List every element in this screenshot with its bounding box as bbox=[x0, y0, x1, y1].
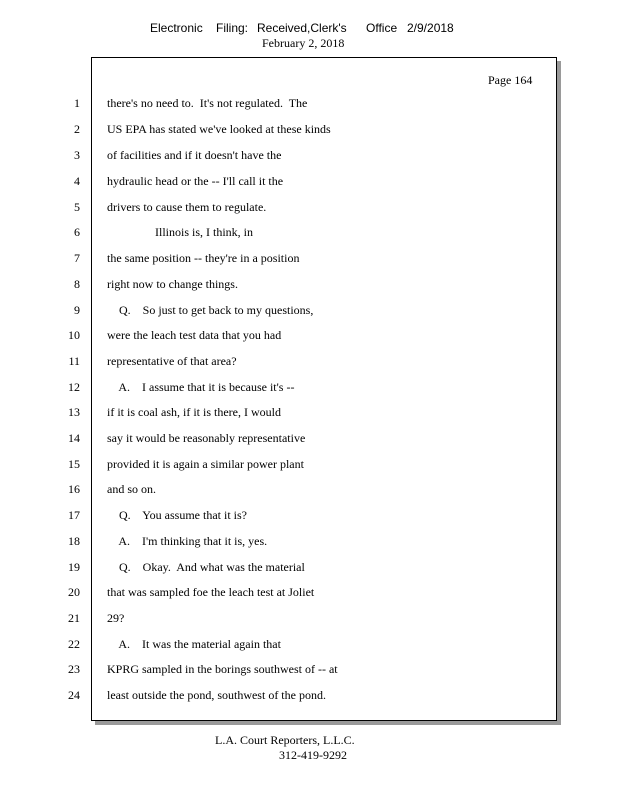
line-number: 24 bbox=[68, 688, 80, 702]
line-number: 17 bbox=[68, 508, 80, 522]
line-text: representative of that area? bbox=[107, 354, 237, 368]
transcript-date: February 2, 2018 bbox=[262, 36, 345, 50]
line-text: A. I'm thinking that it is, yes. bbox=[107, 534, 268, 548]
stamp-electronic: Electronic bbox=[150, 21, 203, 35]
line-text: US EPA has stated we've looked at these kinds bbox=[107, 122, 331, 136]
reporter-phone: 312-419-9292 bbox=[279, 748, 347, 762]
line-text: A. I assume that it is because it's -- bbox=[107, 380, 295, 394]
line-number: 7 bbox=[74, 251, 80, 265]
line-number: 5 bbox=[74, 200, 80, 214]
line-text: hydraulic head or the -- I'll call it the bbox=[107, 174, 284, 188]
line-number: 21 bbox=[68, 611, 80, 625]
line-number: 16 bbox=[68, 482, 80, 496]
line-number: 10 bbox=[68, 328, 80, 342]
line-text: least outside the pond, southwest of the pond. bbox=[107, 688, 326, 702]
stamp-filing: Filing: bbox=[216, 21, 249, 35]
page-number: Page 164 bbox=[488, 73, 533, 87]
line-text: 29? bbox=[107, 611, 125, 625]
line-number: 1 bbox=[74, 96, 80, 110]
line-number: 11 bbox=[68, 354, 80, 368]
line-number: 6 bbox=[74, 225, 80, 239]
line-text: Q. So just to get back to my questions, bbox=[107, 303, 314, 317]
line-number: 20 bbox=[68, 585, 80, 599]
line-text: and so on. bbox=[107, 482, 156, 496]
line-number: 12 bbox=[68, 380, 80, 394]
line-number: 23 bbox=[68, 662, 80, 676]
line-text: Q. Okay. And what was the material bbox=[107, 560, 305, 574]
stamp-date: 2/9/2018 bbox=[407, 21, 454, 35]
line-text: say it would be reasonably representative bbox=[107, 431, 306, 445]
line-number: 14 bbox=[68, 431, 80, 445]
line-text: KPRG sampled in the borings southwest of -- at bbox=[107, 662, 338, 676]
line-number: 2 bbox=[74, 122, 80, 136]
line-text: there's no need to. It's not regulated. The bbox=[107, 96, 308, 110]
line-text: A. It was the material again that bbox=[107, 637, 281, 651]
line-number: 19 bbox=[68, 560, 80, 574]
line-number: 9 bbox=[74, 303, 80, 317]
line-text: were the leach test data that you had bbox=[107, 328, 282, 342]
line-text: drivers to cause them to regulate. bbox=[107, 200, 267, 214]
line-number: 15 bbox=[68, 457, 80, 471]
line-text: provided it is again a similar power plant bbox=[107, 457, 304, 471]
line-number: 22 bbox=[68, 637, 80, 651]
line-text: that was sampled foe the leach test at Joliet bbox=[107, 585, 315, 599]
line-text: Q. You assume that it is? bbox=[107, 508, 248, 522]
reporter-company: L.A. Court Reporters, L.L.C. bbox=[215, 733, 355, 747]
line-text: the same position -- they're in a position bbox=[107, 251, 300, 265]
line-text: of facilities and if it doesn't have the bbox=[107, 148, 282, 162]
stamp-office: Office bbox=[366, 21, 398, 35]
line-number: 13 bbox=[68, 405, 80, 419]
line-text: if it is coal ash, if it is there, I would bbox=[107, 405, 281, 419]
line-number: 8 bbox=[74, 277, 80, 291]
line-number: 18 bbox=[68, 534, 80, 548]
line-text: Illinois is, I think, in bbox=[107, 225, 254, 239]
line-number: 3 bbox=[74, 148, 80, 162]
line-text: right now to change things. bbox=[107, 277, 238, 291]
stamp-received: Received,Clerk's bbox=[257, 21, 347, 35]
line-number: 4 bbox=[74, 174, 80, 188]
